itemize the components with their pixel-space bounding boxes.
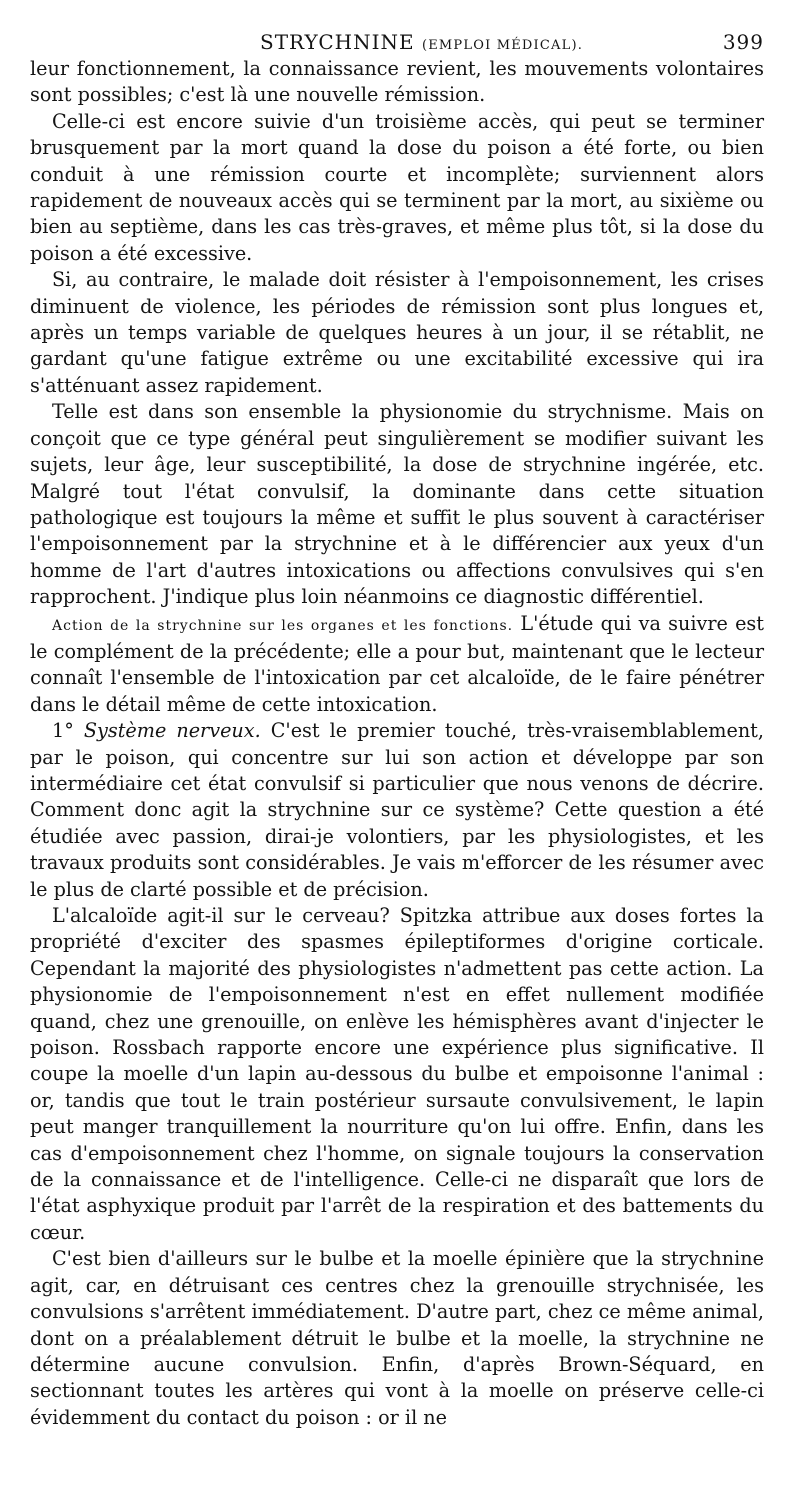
- subsection-paragraph: [30, 718, 764, 903]
- running-header: [30, 22, 764, 56]
- paragraph-2: Celle-ci est encore suivie d'un troisième accès, qui peut se terminer brusquement par la mort quand la dose du poison a été forte, ou bien conduit à une rémission courte et incomplète; surviennent alors rapidement de nouveaux accès qui se terminent par la mort, au sixième ou bien au septième, dans les cas très-graves, et même plus tôt, si la dose du poison a été excessive.: [30, 109, 764, 265]
- section-heading: Action de la strychnine sur les organes et les fonctions.: [52, 617, 514, 634]
- paragraph-1: leur fonctionnement, la connaissance revient, les mouvements volontaires sont possibles; c'est là une nouvelle rémission.: [30, 57, 764, 107]
- header-title-block: [260, 30, 583, 54]
- subsection-text: C'est le premier touché, très-vraisemblablement, par le poison, qui concentre sur lui son action et développe par son intermédiaire cet état convulsif si particulier que nous venons de décrire. Comment donc agit la strychnine sur ce système? Cette question a été étudiée avec passion, dirai-je volontiers, par les physiologistes, et les travaux produits sont considérables. Je vais m'efforcer de les résumer avec le plus de clarté possible et de précision.: [30, 719, 764, 901]
- subsection-number: 1°: [52, 719, 74, 743]
- book-page: [30, 22, 764, 1431]
- header-title: STRYCHNINE: [260, 30, 415, 54]
- section-text: L'étude qui va suivre est le complément de la précédente; elle a pour but, maintenant que le lecteur connaît l'ensemble de l'intoxication par cet alcaloïde, de le faire pénétrer dans le détail même de cette intoxication.: [30, 611, 764, 716]
- paragraph-brain: L'alcaloïde agit-il sur le cerveau? Spitzka attribue aux doses fortes la propriété d'exciter des spasmes épileptiformes d'origine corticale. Cependant la majorité des physiologistes n'admettent pas cette action. La physionomie de l'empoisonnement n'est en effet nullement modifiée quand, chez une grenouille, on enlève les hémisphères avant d'injecter le poison. Rossbach rapporte encore une expérience plus significative. Il coupe la moelle d'un lapin au-dessous du bulbe et empoisonne l'animal : or, tandis que tout le train postérieur sursaute convulsivement, le lapin peut manger tranquillement la nourriture qu'on lui offre. Enfin, dans les cas d'empoisonnement chez l'homme, on signale toujours la conservation de la connaissance et de l'intelligence. Celle-ci ne disparaît que lors de l'état asphyxique produit par l'arrêt de la respiration et des battements du cœur.: [30, 904, 764, 1244]
- paragraph-3: Si, au contraire, le malade doit résister à l'empoisonnement, les crises diminuent de violence, les périodes de rémission sont plus longues et, après un temps variable de quelques heures à un jour, il se rétablit, ne gardant qu'une fatigue extrême ou une excitabilité excessive qui ira s'atténuant assez rapidement.: [30, 268, 764, 397]
- section-paragraph: [30, 611, 764, 719]
- paragraph-4: Telle est dans son ensemble la physionomie du strychnisme. Mais on conçoit que ce type général peut singulièrement se modifier suivant les sujets, leur âge, leur susceptibilité, la dose de strychnine ingérée, etc. Malgré tout l'état convulsif, la dominante dans cette situation pathologique est toujours la même et suffit le plus souvent à caractériser l'empoisonnement par la strychnine et à le différencier aux yeux d'un homme de l'art d'autres intoxications ou affections convulsives qui s'en rapprochent. J'indique plus loin néanmoins ce diagnostic différentiel.: [30, 400, 764, 609]
- paragraph-spinal-cord: C'est bien d'ailleurs sur le bulbe et la moelle épinière que la strychnine agit, car, en détruisant ces centres chez la grenouille strychnisée, les convulsions s'arrêtent immédiatement. D'autre part, chez ce même animal, dont on a préalablement détruit le bulbe et la moelle, la strychnine ne détermine aucune convulsion. Enfin, d'après Brown-Séquard, en sectionnant toutes les artères qui vont à la moelle on préserve celle-ci évidemment du contact du poison : or il ne: [30, 1247, 764, 1429]
- page-number: 399: [722, 30, 764, 54]
- subsection-heading: Système nerveux.: [83, 719, 261, 743]
- header-subtitle: (EMPLOI MÉDICAL).: [421, 38, 584, 53]
